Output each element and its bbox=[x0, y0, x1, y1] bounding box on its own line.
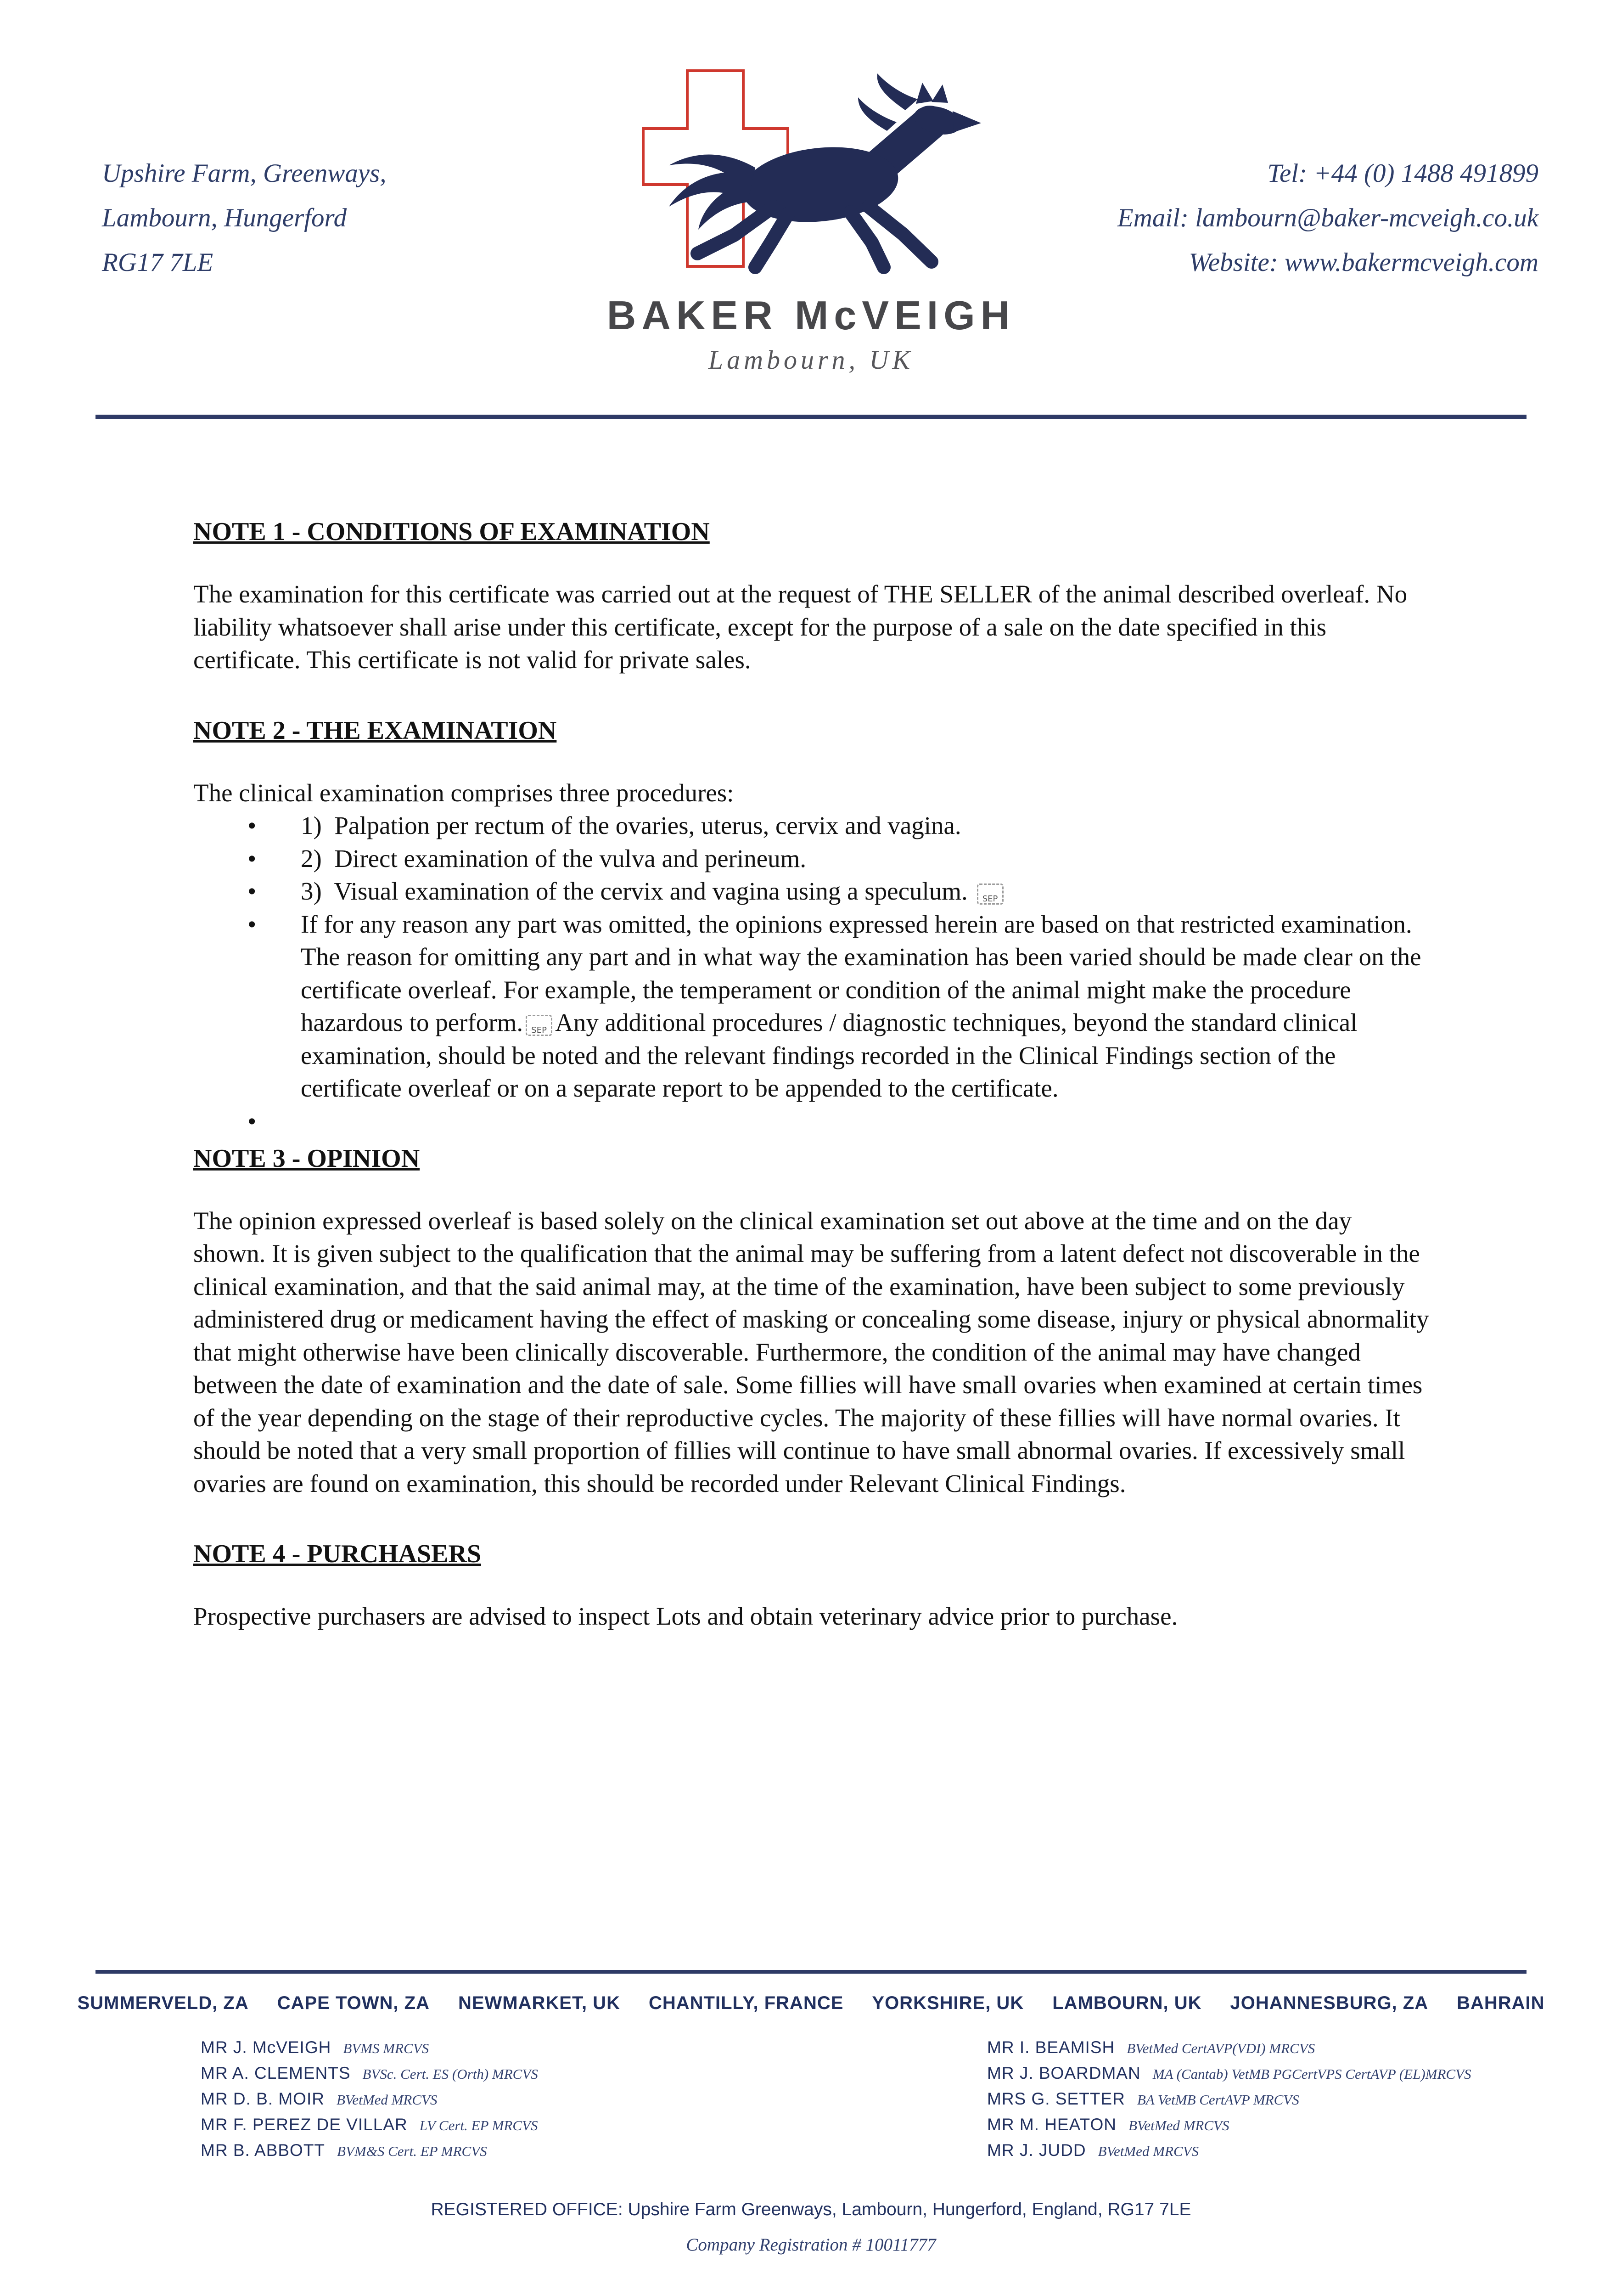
horse-icon bbox=[669, 73, 981, 230]
staff-name: MR J. JUDD bbox=[987, 2141, 1086, 2160]
staff-qualifications: LV Cert. EP MRCVS bbox=[419, 2117, 538, 2133]
bullet-item bbox=[301, 875, 1429, 908]
company-registration: Company Registration # 10011777 bbox=[686, 2235, 936, 2255]
staff-name: MR D. B. MOIR bbox=[201, 2089, 325, 2108]
staff-row bbox=[201, 2038, 538, 2064]
location-item: LAMBOURN, UK bbox=[1052, 1993, 1202, 2013]
registered-office bbox=[0, 2200, 1622, 2220]
footer-divider bbox=[95, 1970, 1527, 1974]
email-line: Email: lambourn@baker-mcveigh.co.uk bbox=[1117, 203, 1538, 232]
note2-intro: The clinical examination comprises three procedures: bbox=[193, 778, 734, 807]
note1-paragraph: The examination for this certificate was carried out at the request of THE SELLER of the animal described overleaf. No liability whatsoever shall arise under this certificate, except for the purpose of a sale on the date specified in this certificate. This certificate is not valid for private sales. bbox=[193, 580, 1408, 674]
staff-name: MR M. HEATON bbox=[987, 2115, 1117, 2134]
staff-row bbox=[201, 2089, 538, 2115]
logo bbox=[0, 69, 1622, 375]
registered-office-label: REGISTERED OFFICE: bbox=[431, 2200, 623, 2219]
staff-qualifications: BVetMed MRCVS bbox=[336, 2092, 438, 2108]
sep-artifact-icon: SEP bbox=[977, 884, 1004, 905]
staff-name: MR I. BEAMISH bbox=[987, 2038, 1115, 2057]
note4-paragraph: Prospective purchasers are advised to inspect Lots and obtain veterinary advice prior to purchase. bbox=[193, 1602, 1178, 1630]
staff-row bbox=[987, 2038, 1471, 2064]
logo-graphic bbox=[637, 69, 986, 280]
bullet-item-empty bbox=[301, 1105, 1429, 1137]
staff-row bbox=[201, 2064, 538, 2089]
staff-row bbox=[201, 2141, 538, 2167]
note2-title: NOTE 2 - THE EXAMINATION bbox=[193, 716, 557, 745]
staff-qualifications: BVetMed MRCVS bbox=[1098, 2143, 1199, 2159]
bullet-text: 1) Palpation per rectum of the ovaries, uterus, cervix and vagina. bbox=[301, 811, 961, 839]
bullet-item bbox=[301, 809, 1429, 842]
address-line: RG17 7LE bbox=[102, 248, 213, 277]
logo-name: BAKER McVEIGH bbox=[606, 293, 1016, 338]
sep-artifact-icon: SEP bbox=[526, 1015, 552, 1036]
location-item: YORKSHIRE, UK bbox=[872, 1993, 1024, 2013]
staff-list-left bbox=[201, 2038, 538, 2167]
staff-name: MR J. BOARDMAN bbox=[987, 2064, 1141, 2082]
bullet-text: Any additional procedures / diagnostic techniques, beyond the standard clinical examination, should be noted and the relevant findings recorded in the Clinical Findings section of the certificate overleaf or on a separate report to be appended to the certificate. bbox=[301, 1008, 1364, 1102]
staff-qualifications: BVM&S Cert. EP MRCVS bbox=[337, 2143, 487, 2159]
bullet-list bbox=[193, 809, 1429, 1137]
staff-qualifications: BVetMed CertAVP(VDI) MRCVS bbox=[1127, 2040, 1315, 2056]
staff-row bbox=[987, 2089, 1471, 2115]
logo-location: Lambourn, UK bbox=[708, 345, 914, 375]
staff-qualifications: BA VetMB CertAVP MRCVS bbox=[1137, 2092, 1299, 2108]
bullet-text: 2) Direct examination of the vulva and perineum. bbox=[301, 844, 807, 872]
note3-title: NOTE 3 - OPINION bbox=[193, 1144, 420, 1173]
bullet-item bbox=[301, 908, 1429, 1105]
location-item: CAPE TOWN, ZA bbox=[277, 1993, 430, 2013]
location-item: CHANTILLY, FRANCE bbox=[648, 1993, 844, 2013]
staff-qualifications: BVetMed MRCVS bbox=[1128, 2117, 1229, 2133]
address-line: Lambourn, Hungerford bbox=[102, 203, 347, 232]
locations-bar bbox=[0, 1993, 1622, 2014]
notes-content bbox=[193, 517, 1429, 1633]
website-line: Website: www.bakermcveigh.com bbox=[1189, 248, 1538, 277]
staff-row bbox=[987, 2141, 1471, 2167]
location-item: JOHANNESBURG, ZA bbox=[1230, 1993, 1429, 2013]
registered-office-value: Upshire Farm Greenways, Lambourn, Hungerford, England, RG17 7LE bbox=[623, 2200, 1191, 2219]
header-divider bbox=[95, 415, 1527, 419]
note1-title: NOTE 1 - CONDITIONS OF EXAMINATION bbox=[193, 518, 710, 546]
location-item: BAHRAIN bbox=[1457, 1993, 1545, 2013]
staff-name: MR A. CLEMENTS bbox=[201, 2064, 351, 2082]
staff-name: MR J. McVEIGH bbox=[201, 2038, 331, 2057]
staff-row bbox=[987, 2115, 1471, 2141]
staff-qualifications: BVMS MRCVS bbox=[343, 2040, 429, 2056]
note3-paragraph: The opinion expressed overleaf is based solely on the clinical examination set out above at the time and on the day shown. It is given subject to the qualification that the animal may be suffering from a latent defect not discoverable in the clinical examination, and that the said animal may, at the time of the examination, have been subject to some previously administered drug or medicament having the effect of masking or concealing some disease, injury or physical abnormality that might otherwise have been clinically discoverable. Furthermore, the condition of the animal may have changed between the date of examination and the date of sale. Some fillies will have small ovaries when examined at certain times of the year depending on the stage of their reproductive cycles. The majority of these fillies will have normal ovaries. It should be noted that a very small proportion of fillies will continue to have small abnormal ovaries. If excessively small ovaries are found on examination, this should be recorded under Relevant Clinical Findings. bbox=[193, 1206, 1429, 1497]
staff-name: MRS G. SETTER bbox=[987, 2089, 1125, 2108]
telephone-line: Tel: +44 (0) 1488 491899 bbox=[1267, 159, 1538, 188]
location-item: NEWMARKET, UK bbox=[458, 1993, 620, 2013]
bullet-item bbox=[301, 842, 1429, 875]
staff-name: MR B. ABBOTT bbox=[201, 2141, 326, 2160]
staff-qualifications: MA (Cantab) VetMB PGCertVPS CertAVP (EL)MRCVS bbox=[1152, 2066, 1471, 2082]
staff-row bbox=[201, 2115, 538, 2141]
bullet-text: If for any reason any part was omitted, the opinions expressed herein are based on that restricted examination. The reason for omitting any part and in what way the examination has been varied should be made clear on the certificate overleaf. For example, the temperament or condition of the animal might make the procedure hazardous to perform. bbox=[301, 910, 1428, 1036]
address-line: Upshire Farm, Greenways, bbox=[102, 159, 387, 188]
note4-title: NOTE 4 - PURCHASERS bbox=[193, 1540, 481, 1568]
location-item: SUMMERVELD, ZA bbox=[77, 1993, 249, 2013]
staff-qualifications: BVSc. Cert. ES (Orth) MRCVS bbox=[362, 2066, 538, 2082]
staff-list-right bbox=[987, 2038, 1471, 2167]
bullet-text: 3) Visual examination of the cervix and vagina using a speculum. bbox=[301, 877, 974, 905]
staff-row bbox=[987, 2064, 1471, 2089]
staff-name: MR F. PEREZ DE VILLAR bbox=[201, 2115, 408, 2134]
